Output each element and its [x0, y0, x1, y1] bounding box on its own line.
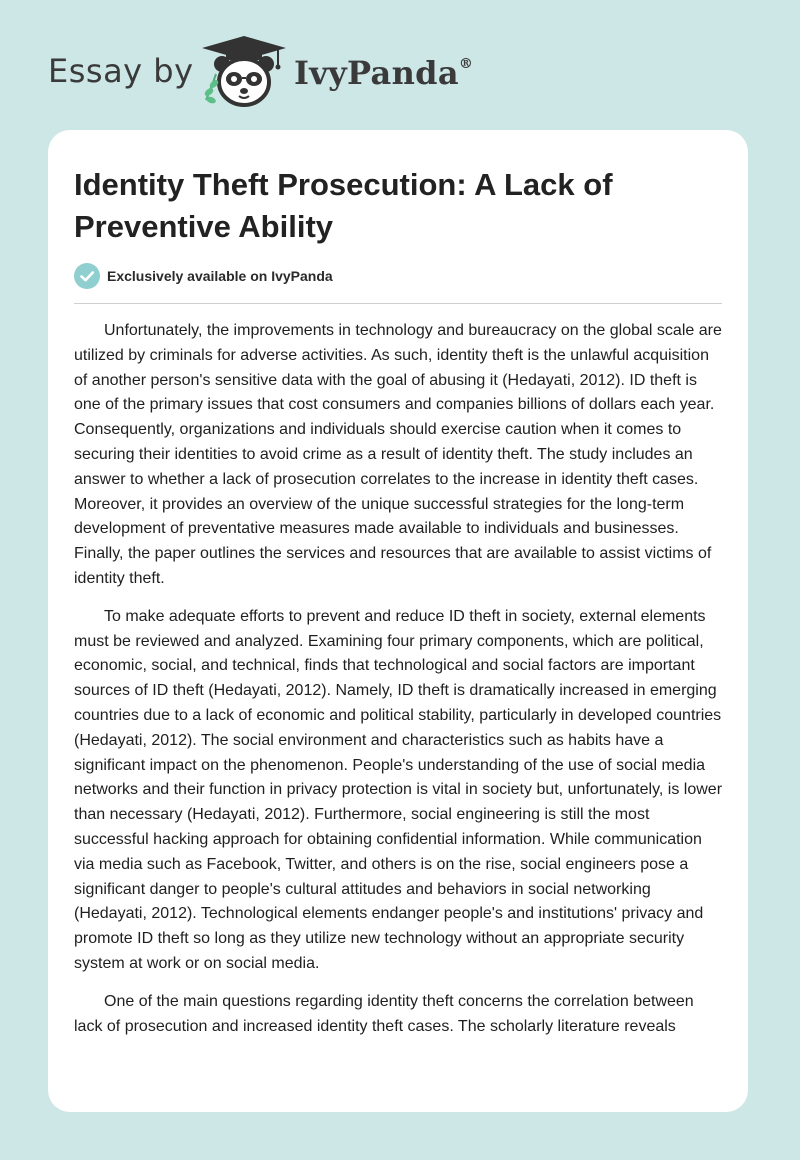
- registered-mark: ®: [458, 56, 474, 72]
- brand-name[interactable]: IvyPanda®: [294, 54, 474, 92]
- site-header: [0, 0, 800, 130]
- panda-graduate-logo-icon: [198, 34, 290, 110]
- essay-body: [74, 319, 724, 1052]
- essay-title: Identity Theft Prosecution: A Lack of Preventive Ability: [74, 167, 613, 244]
- check-circle-icon: [74, 263, 100, 289]
- exclusive-badge: [74, 263, 333, 289]
- essay-card: [48, 130, 748, 1112]
- paragraph: Unfortunately, the improvements in technology and bureaucracy on the global scale are utilized by criminals for adverse activities. As such, identity theft is the unlawful acquisition of another person's sensitive data with the goal of abusing it (Hedayati, 2012). ID theft is one of the primary issues that cost consumers and companies billions of dollars each year. Consequently, organizations and individuals should exercise caution when it comes to securing their identities to avoid crime as a result of identity theft. The study includes an answer to whether a lack of prosecution correlates to the increase in identity theft cases. Moreover, it provides an overview of the unique successful strategies for the long-term development of preventative measures made available to individuals and businesses. Finally, the paper outlines the services and resources that are available to assist victims of identity theft.: [74, 322, 722, 587]
- essay-by-label: Essay by: [48, 52, 194, 90]
- paragraph: To make adequate efforts to prevent and reduce ID theft in society, external elements must be reviewed and analyzed. Examining four primary components, which are political, economic, social, and technical, finds that technological and social factors are important sources of ID theft (Hedayati, 2012). Namely, ID theft is dramatically increased in emerging countries due to a lack of economic and political stability, particularly in developed countries (Hedayati, 2012). The social environment and characteristics such as habits have a significant impact on the phenomenon. People's understanding of the use of social media networks and their function in privacy protection is vital in society but, unfortunately, is lower than necessary (Hedayati, 2012). Furthermore, social engineering is still the most successful hacking approach for obtaining confidential information. While communication via media such as Facebook, Twitter, and others is on the rise, social engineers pose a significant danger to people's cultural attitudes and behaviors in social networking (Hedayati, 2012). Technological elements endanger people's and institutions' privacy and promote ID theft so long as they utilize new technology without an appropriate security system at work or on social media.: [74, 607, 723, 972]
- paragraph: One of the main questions regarding identity theft concerns the correlation between lack of prosecution and increased identity theft cases. The scholarly literature reveals: [74, 992, 694, 1035]
- title-divider: [74, 303, 722, 304]
- exclusive-badge-label: Exclusively available on IvyPanda: [107, 268, 333, 284]
